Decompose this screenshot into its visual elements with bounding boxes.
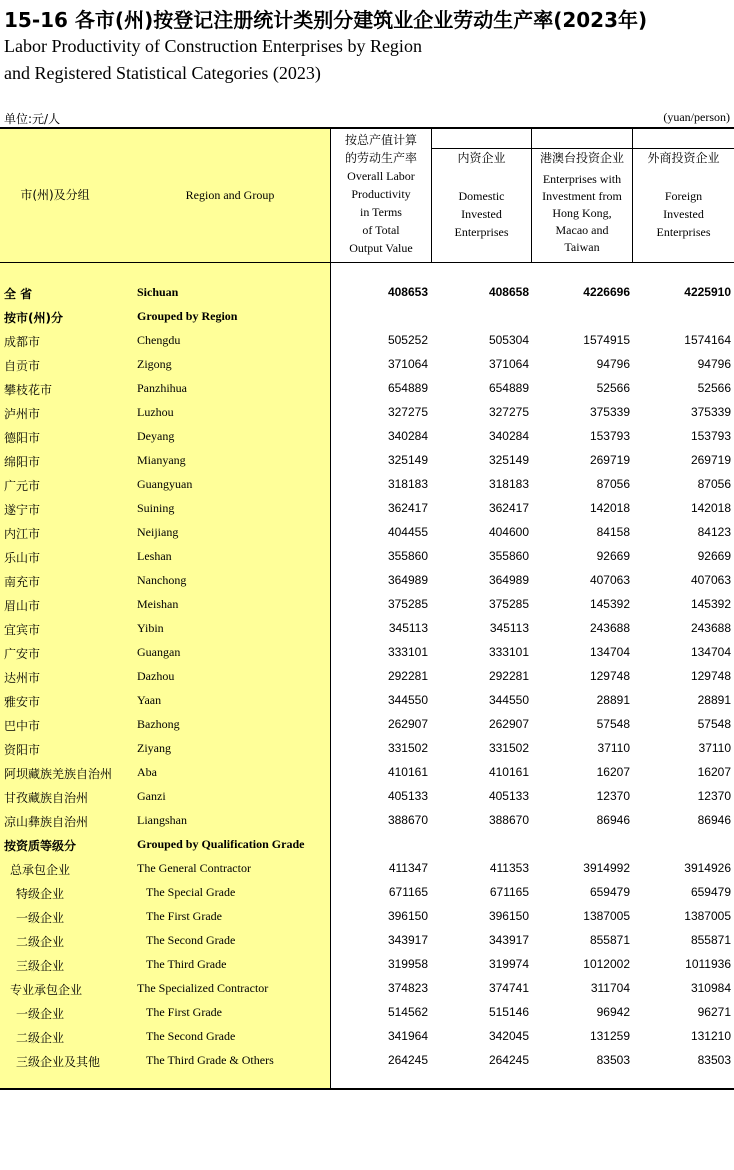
row-value-cell: 659479 <box>589 885 630 899</box>
table-row <box>0 376 734 400</box>
row-value-cell: 37110 <box>597 741 630 755</box>
row-label-en: Mianyang <box>137 453 186 467</box>
row-value-cell: 364989 <box>387 573 428 587</box>
row-value-cell: 327275 <box>488 405 529 419</box>
table-row <box>0 496 734 520</box>
top-rule <box>0 127 734 129</box>
table-row <box>0 472 734 496</box>
header-col-domestic <box>432 149 531 241</box>
row-label-en: Liangshan <box>137 813 187 827</box>
unit-label-en: (yuan/person) <box>663 110 730 124</box>
table-row <box>0 304 734 328</box>
row-label-cn: 三级企业 <box>16 959 65 973</box>
table-title-en-line2: and Registered Statistical Categories (2023) <box>4 63 321 83</box>
row-value-cell: 243688 <box>690 621 731 635</box>
header-region-cn-text: 市(州)及分组 <box>20 188 90 202</box>
row-label-cn: 宜宾市 <box>4 623 41 637</box>
row-value-cell: 142018 <box>690 501 731 515</box>
row-label-cn: 总承包企业 <box>10 863 71 877</box>
header-col-hkmt-en: Enterprises with <box>542 172 622 186</box>
row-value-cell: 1012002 <box>583 957 630 971</box>
row-value-cell: 28891 <box>697 693 731 707</box>
header-col-hkmt <box>532 149 632 256</box>
table-row <box>0 856 734 880</box>
row-label-en: The Special Grade <box>146 885 236 899</box>
row-value-cell: 410161 <box>488 765 529 779</box>
row-value-cell: 341964 <box>387 1029 428 1043</box>
table-row <box>0 808 734 832</box>
row-value-cell: 12370 <box>596 789 630 803</box>
row-label-en: Sichuan <box>137 285 179 299</box>
table-row <box>0 568 734 592</box>
row-value-cell: 388670 <box>387 813 428 827</box>
row-value-cell: 131210 <box>690 1029 731 1043</box>
row-label-en: Yibin <box>137 621 164 635</box>
row-value-cell: 269719 <box>589 453 630 467</box>
row-value-cell: 1387005 <box>684 909 731 923</box>
row-label-cn: 巴中市 <box>4 719 41 733</box>
row-value-cell: 340284 <box>488 429 529 443</box>
row-value-cell: 855871 <box>589 933 630 947</box>
row-label-cn: 德阳市 <box>4 431 41 445</box>
row-value-cell: 411353 <box>489 861 529 875</box>
row-value-cell: 333101 <box>387 645 428 659</box>
row-value-cell: 671165 <box>489 885 529 899</box>
row-label-en: Ziyang <box>137 741 171 755</box>
header-col-domestic-en: Invested <box>461 207 502 221</box>
row-label-cn: 达州市 <box>4 671 41 685</box>
row-value-cell: 340284 <box>387 429 428 443</box>
row-label-en: Suining <box>137 501 175 515</box>
row-value-cell: 371064 <box>488 357 529 371</box>
row-label-cn: 按资质等级分 <box>4 839 77 853</box>
row-label-en: Zigong <box>137 357 172 371</box>
row-value-cell: 96942 <box>596 1005 630 1019</box>
header-col-foreign-en: Enterprises <box>656 225 711 239</box>
header-col-total-en: in Terms <box>360 205 402 219</box>
row-label-en: The General Contractor <box>137 861 251 875</box>
table-row <box>0 424 734 448</box>
row-value-cell: 410161 <box>387 765 428 779</box>
row-value-cell: 94796 <box>596 357 630 371</box>
row-value-cell: 262907 <box>387 717 428 731</box>
row-value-cell: 3914992 <box>583 861 630 875</box>
row-value-cell: 1011936 <box>685 957 731 971</box>
row-value-cell: 84158 <box>596 525 630 539</box>
row-label-en: Yaan <box>137 693 162 707</box>
row-value-cell: 408653 <box>387 285 428 299</box>
header-col-foreign <box>633 149 734 241</box>
table-row <box>0 736 734 760</box>
row-value-cell: 375285 <box>387 597 428 611</box>
row-value-cell: 375339 <box>589 405 630 419</box>
row-value-cell: 405133 <box>387 789 428 803</box>
header-col-total-cn1: 按总产值计算 <box>344 133 417 147</box>
row-value-cell: 388670 <box>488 813 529 827</box>
row-value-cell: 94796 <box>697 357 731 371</box>
header-spacer <box>633 167 734 187</box>
table-row <box>0 400 734 424</box>
row-label-en: The Specialized Contractor <box>137 981 269 995</box>
row-value-cell: 37110 <box>698 741 731 755</box>
row-value-cell: 505304 <box>488 333 529 347</box>
header-col-domestic-en: Enterprises <box>454 225 509 239</box>
row-value-cell: 355860 <box>488 549 529 563</box>
table-row <box>0 640 734 664</box>
row-value-cell: 92669 <box>596 549 630 563</box>
table-row <box>0 328 734 352</box>
row-value-cell: 16207 <box>697 765 731 779</box>
row-label-cn: 自贡市 <box>4 359 41 373</box>
row-label-en: Guangyuan <box>137 477 193 491</box>
row-value-cell: 57548 <box>697 717 731 731</box>
header-col-domestic-en: Domestic <box>458 189 505 203</box>
row-value-cell: 319958 <box>387 957 428 971</box>
table-row <box>0 1024 734 1048</box>
row-value-cell: 407063 <box>690 573 731 587</box>
row-value-cell: 129748 <box>690 669 731 683</box>
row-label-en: The Second Grade <box>146 1029 236 1043</box>
header-col-total-en: Output Value <box>349 241 413 255</box>
row-value-cell: 671165 <box>388 885 428 899</box>
row-label-en: Deyang <box>137 429 175 443</box>
row-label-en: Leshan <box>137 549 172 563</box>
row-value-cell: 319974 <box>488 957 529 971</box>
row-label-en: Bazhong <box>137 717 180 731</box>
table-row <box>0 688 734 712</box>
header-col-total-en: Productivity <box>351 187 411 201</box>
table-row <box>0 448 734 472</box>
header-col-hkmt-cn: 港澳台投资企业 <box>539 151 624 165</box>
row-value-cell: 57548 <box>596 717 630 731</box>
row-value-cell: 514562 <box>387 1005 428 1019</box>
row-value-cell: 262907 <box>488 717 529 731</box>
row-value-cell: 371064 <box>387 357 428 371</box>
row-value-cell: 131259 <box>589 1029 630 1043</box>
table-row <box>0 1048 734 1072</box>
row-label-cn: 甘孜藏族自治州 <box>4 791 89 805</box>
row-value-cell: 404600 <box>488 525 529 539</box>
table-row <box>0 544 734 568</box>
row-label-cn: 资阳市 <box>4 743 41 757</box>
row-value-cell: 327275 <box>387 405 428 419</box>
row-value-cell: 343917 <box>387 933 428 947</box>
row-value-cell: 362417 <box>488 501 529 515</box>
row-value-cell: 654889 <box>387 381 428 395</box>
row-value-cell: 333101 <box>488 645 529 659</box>
row-value-cell: 129748 <box>589 669 630 683</box>
row-value-cell: 325149 <box>488 453 529 467</box>
header-region-en: Region and Group <box>185 188 275 202</box>
row-value-cell: 355860 <box>387 549 428 563</box>
row-value-cell: 345113 <box>388 621 428 635</box>
row-label-cn: 三级企业及其他 <box>16 1055 101 1069</box>
row-label-cn: 全 省 <box>4 287 33 301</box>
row-label-cn: 南充市 <box>4 575 41 589</box>
row-label-cn: 广元市 <box>4 479 41 493</box>
row-value-cell: 96271 <box>697 1005 731 1019</box>
row-value-cell: 83503 <box>697 1053 731 1067</box>
header-col-total-en: of Total <box>362 223 400 237</box>
row-value-cell: 86946 <box>697 813 731 827</box>
row-value-cell: 145392 <box>690 597 731 611</box>
row-value-cell: 515146 <box>488 1005 529 1019</box>
row-value-cell: 153793 <box>589 429 630 443</box>
table-row <box>0 352 734 376</box>
row-label-cn: 攀枝花市 <box>4 383 53 397</box>
row-label-cn: 雅安市 <box>4 695 41 709</box>
row-value-cell: 83503 <box>596 1053 630 1067</box>
row-label-cn: 成都市 <box>4 335 41 349</box>
row-value-cell: 505252 <box>387 333 428 347</box>
row-label-en: Nanchong <box>137 573 187 587</box>
table-title-en-line1: Labor Productivity of Construction Enterprises by Region <box>4 36 422 56</box>
bottom-rule <box>0 1088 734 1090</box>
row-label-en: Dazhou <box>137 669 175 683</box>
row-value-cell: 345113 <box>489 621 529 635</box>
table-row <box>0 712 734 736</box>
row-value-cell: 331502 <box>387 741 428 755</box>
row-value-cell: 342045 <box>488 1029 529 1043</box>
row-value-cell: 375285 <box>488 597 529 611</box>
table-row <box>0 976 734 1000</box>
row-value-cell: 396150 <box>488 909 529 923</box>
row-value-cell: 87056 <box>596 477 630 491</box>
table-row <box>0 664 734 688</box>
header-region-cn <box>0 186 110 204</box>
row-label-en: Aba <box>137 765 157 779</box>
row-value-cell: 86946 <box>596 813 630 827</box>
row-value-cell: 134704 <box>690 645 731 659</box>
row-value-cell: 16207 <box>596 765 630 779</box>
row-label-en: Grouped by Region <box>137 309 238 323</box>
header-col-foreign-en: Invested <box>663 207 704 221</box>
row-value-cell: 654889 <box>488 381 529 395</box>
row-value-cell: 142018 <box>589 501 630 515</box>
row-label-cn: 一级企业 <box>16 1007 65 1021</box>
header-col-total-cn2: 的劳动生产率 <box>344 151 417 165</box>
row-value-cell: 318183 <box>387 477 428 491</box>
header-col-total <box>331 131 431 257</box>
row-label-en: Neijiang <box>137 525 179 539</box>
table-row <box>0 952 734 976</box>
row-label-en: Ganzi <box>137 789 166 803</box>
row-label-cn: 按市(州)分 <box>4 311 63 325</box>
row-value-cell: 1574164 <box>684 333 731 347</box>
table-row <box>0 520 734 544</box>
row-value-cell: 52566 <box>697 381 731 395</box>
row-label-en: Guangan <box>137 645 181 659</box>
row-label-cn: 二级企业 <box>16 935 65 949</box>
row-label-en: The Third Grade <box>146 957 227 971</box>
row-value-cell: 4226696 <box>583 285 630 299</box>
row-label-cn: 广安市 <box>4 647 41 661</box>
row-value-cell: 292281 <box>488 669 529 683</box>
row-value-cell: 374823 <box>387 981 428 995</box>
row-value-cell: 3914926 <box>684 861 731 875</box>
row-value-cell: 404455 <box>387 525 428 539</box>
row-label-en: The Third Grade & Others <box>146 1053 274 1067</box>
row-label-cn: 阿坝藏族羌族自治州 <box>4 767 113 781</box>
header-spacer <box>432 167 531 187</box>
row-label-cn: 内江市 <box>4 527 41 541</box>
row-label-en: Grouped by Qualification Grade <box>137 837 305 851</box>
row-label-cn: 特级企业 <box>16 887 65 901</box>
row-label-cn: 遂宁市 <box>4 503 41 517</box>
header-col-hkmt-en: Taiwan <box>564 240 600 254</box>
table-row <box>0 1000 734 1024</box>
unit-label-cn: 单位:元/人 <box>4 112 61 126</box>
table-row <box>0 832 734 856</box>
row-value-cell: 145392 <box>589 597 630 611</box>
row-value-cell: 1387005 <box>583 909 630 923</box>
header-bottom-rule <box>0 262 734 263</box>
row-value-cell: 659479 <box>690 885 731 899</box>
row-label-en: The Second Grade <box>146 933 236 947</box>
row-value-cell: 408658 <box>488 285 529 299</box>
table-row <box>0 760 734 784</box>
row-label-cn: 乐山市 <box>4 551 41 565</box>
row-value-cell: 343917 <box>488 933 529 947</box>
row-label-cn: 泸州市 <box>4 407 41 421</box>
row-value-cell: 269719 <box>690 453 731 467</box>
row-value-cell: 311704 <box>590 981 630 995</box>
row-value-cell: 344550 <box>488 693 529 707</box>
table-row <box>0 592 734 616</box>
row-value-cell: 134704 <box>589 645 630 659</box>
row-label-en: Luzhou <box>137 405 174 419</box>
header-col-foreign-en: Foreign <box>664 189 703 203</box>
table-row <box>0 880 734 904</box>
row-value-cell: 855871 <box>690 933 731 947</box>
row-value-cell: 12370 <box>697 789 731 803</box>
table-row <box>0 928 734 952</box>
row-value-cell: 4225910 <box>684 285 731 299</box>
row-value-cell: 405133 <box>488 789 529 803</box>
header-col-hkmt-en: Investment from <box>542 189 622 203</box>
row-value-cell: 344550 <box>387 693 428 707</box>
row-label-en: Panzhihua <box>137 381 187 395</box>
row-value-cell: 318183 <box>488 477 529 491</box>
header-col-hkmt-en: Macao and <box>555 223 609 237</box>
row-value-cell: 364989 <box>488 573 529 587</box>
table-row <box>0 904 734 928</box>
row-value-cell: 264245 <box>488 1053 529 1067</box>
row-value-cell: 264245 <box>387 1053 428 1067</box>
row-value-cell: 331502 <box>488 741 529 755</box>
row-label-cn: 眉山市 <box>4 599 41 613</box>
header-col-domestic-cn: 内资企业 <box>457 151 506 165</box>
row-value-cell: 325149 <box>387 453 428 467</box>
table-row <box>0 784 734 808</box>
row-value-cell: 52566 <box>596 381 630 395</box>
row-label-cn: 专业承包企业 <box>10 983 83 997</box>
header-col-hkmt-en: Hong Kong, <box>552 206 612 220</box>
row-value-cell: 310984 <box>690 981 731 995</box>
row-label-en: The First Grade <box>146 909 222 923</box>
row-label-en: Chengdu <box>137 333 181 347</box>
row-value-cell: 92669 <box>697 549 731 563</box>
row-value-cell: 1574915 <box>583 333 630 347</box>
row-value-cell: 396150 <box>387 909 428 923</box>
row-value-cell: 153793 <box>690 429 731 443</box>
row-label-cn: 凉山彝族自治州 <box>4 815 89 829</box>
header-col-foreign-cn: 外商投资企业 <box>647 151 720 165</box>
row-value-cell: 362417 <box>387 501 428 515</box>
table-row <box>0 280 734 304</box>
row-label-cn: 绵阳市 <box>4 455 41 469</box>
row-label-cn: 一级企业 <box>16 911 65 925</box>
row-value-cell: 407063 <box>589 573 630 587</box>
table-title-cn: 15-16 各市(州)按登记注册统计类别分建筑业企业劳动生产率(2023年) <box>4 8 648 32</box>
row-label-en: The First Grade <box>146 1005 222 1019</box>
row-value-cell: 374741 <box>488 981 529 995</box>
row-value-cell: 28891 <box>596 693 630 707</box>
header-col-total-en: Overall Labor <box>347 169 415 183</box>
row-value-cell: 411347 <box>388 861 428 875</box>
row-value-cell: 87056 <box>697 477 731 491</box>
row-label-en: Meishan <box>137 597 179 611</box>
row-label-cn: 二级企业 <box>16 1031 65 1045</box>
row-value-cell: 243688 <box>589 621 630 635</box>
table-row <box>0 616 734 640</box>
row-value-cell: 375339 <box>690 405 731 419</box>
row-value-cell: 84123 <box>697 525 731 539</box>
row-value-cell: 292281 <box>387 669 428 683</box>
